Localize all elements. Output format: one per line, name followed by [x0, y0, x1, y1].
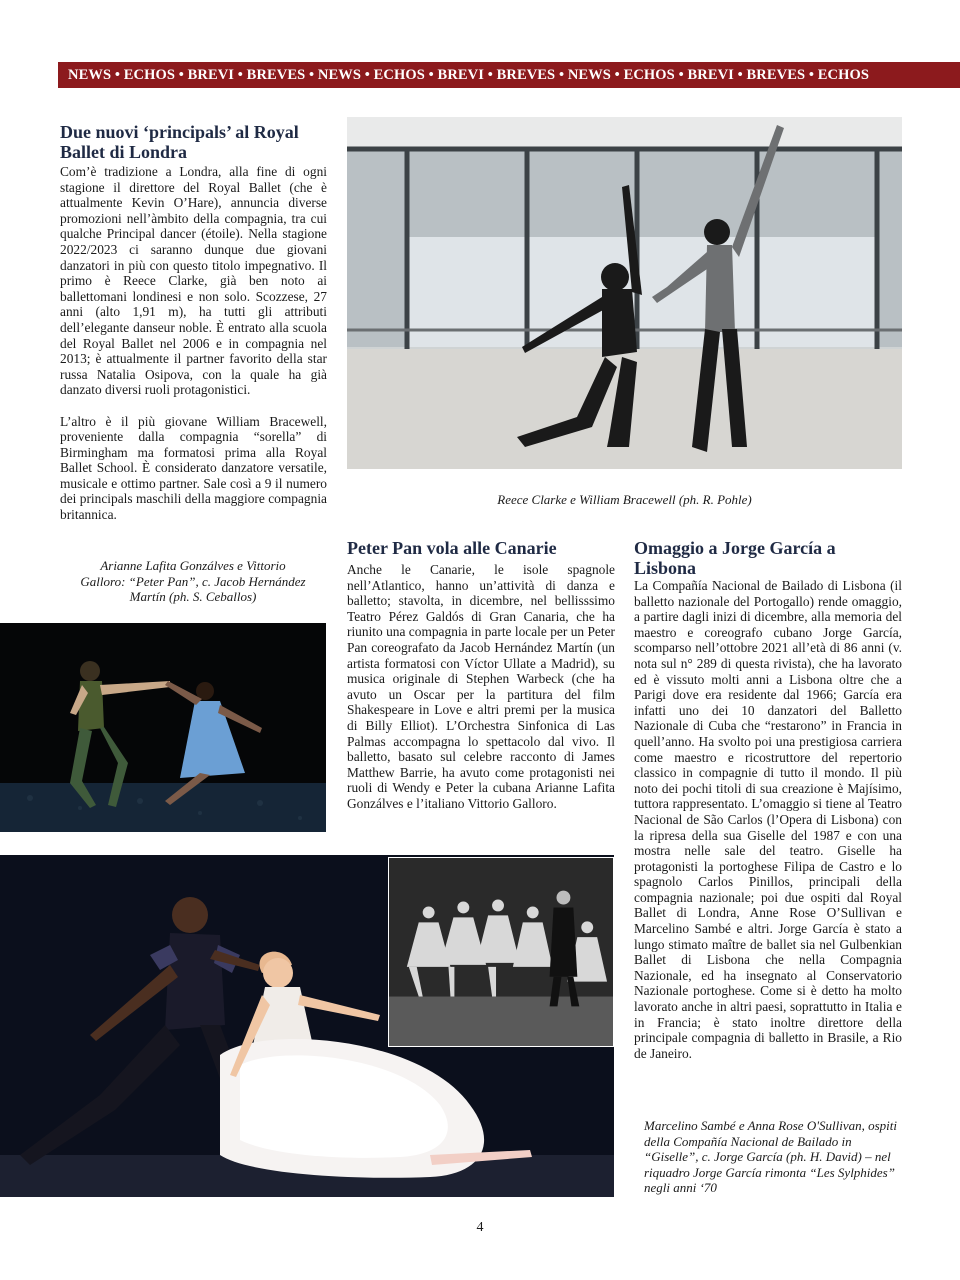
photo-clarke-bracewell	[347, 117, 902, 469]
article-title-peter-pan: Peter Pan vola alle Canarie	[347, 538, 557, 558]
caption-clarke-bracewell: Reece Clarke e William Bracewell (ph. R. Pohle)	[497, 492, 752, 507]
title-line-2: Ballet di Londra	[60, 142, 188, 162]
title-line-1: Omaggio a Jorge García a	[634, 538, 836, 558]
photo-sylphides-inset	[388, 857, 614, 1047]
article-title-principals	[60, 122, 330, 162]
photo-peter-pan	[0, 623, 326, 832]
paragraph-peter-pan: Anche le Canarie, le isole spagnole nell’Atlantico, hanno un’attività di danza e balletto; stavolta, in dicembre, nel bellisssimo Teatro Pérez Galdós di Gran Canaria, che ha riunito una compagnia in parte locale per un Peter Pan coreografato da Jacob Hernández Martín (un artista formatosi con Víctor Ullate a Madrid), su musica originale di Stephen Warbeck (che ha avuto un Oscar per la partitura del film Shakespeare in Love e altri premi per la musica di Billy Elliot). L’Orchestra Sinfonica di Las Palmas accompagna lo spettacolo dal vivo. Il balletto, basato sul celebre racconto di James Matthew Barrie, ha avuto come protagonisti nei ruoli di Wendy e Peter la cubana Arianne Lafita Gonzálves e l’italiano Vittorio Galloro.	[347, 562, 615, 811]
paragraph-jorge-garcia: La Compañía Nacional de Bailado di Lisbona (il balletto nazionale del Portogallo) rende omaggio, a partire dagli inizi di dicembre, alla memoria del maestro e coreografo cubano Jorge García, scomparso nell’ottobre 2021 all’età di 86 anni (v. nota sul n° 289 di questa rivista), che ha lavorato ed è vissuto molti anni a Lisbona oltre che a Parigi dove era residente dal 1966; García era infatti uno dei 10 danzatori del Balletto Nazionale di Cuba che “restarono” in Francia in quell’anno. Ha svolto poi una prestigiosa carriera come maestro e ricostruttore del repertorio classico in compagnie di tutto il mondo. Il più noto dei pochi titoli di sua creazione è Majísimo, tuttora rappresentato. L’omaggio si tiene al Teatro Nacional de São Carlos (l’Opera di Lisbona) con la ripresa della sua Giselle del 1987 e con una mostra nelle sale del teatro. Giselle ha protagonisti la portoghese Filipa de Castro e lo spagnolo Carlos Pinillos, principali della compagnia nazionale; poi due ospiti dal Royal Ballet di Londra, Anne Rose O’Sullivan e Marcelino Sambé e altri. Jorge García è stato a lungo stimato maître de ballet sia nel Gulbenkian Ballet di Lisbona che nella Compagnia Nazionale, ed ha insegnato al Conservatorio Nazionale portoghese. Come si è detto ha molto lavorato anche in altri paesi, soprattutto in Italia e in Francia; è stato inoltre direttore della principale compagnia di balletto in Brasile, a Rio de Janeiro.	[634, 578, 902, 1061]
section-banner: NEWS • ECHOS • BREVI • BREVES • NEWS • ECHOS • BREVI • BREVES • NEWS • ECHOS • BREVI • BREVES • ECHOS	[58, 62, 960, 88]
article-body-jorge-garcia	[634, 578, 902, 1061]
caption-peter-pan: Arianne Lafita Gonzálves e Vittorio Galloro: “Peter Pan”, c. Jacob Hernández Martín (ph. S. Ceballos)	[80, 558, 306, 604]
article-body-peter-pan	[347, 562, 615, 812]
paragraph-2: L’altro è il più giovane William Bracewell, proveniente dalla compagnia “sorella” di Birmingham ma formatosi prima alla Royal Ballet School. È considerato danzatore versatile, musicale e ottimo partner. Sale così a 9 il numero dei principals maschili della maggiore compagnia britannica.	[60, 413, 327, 523]
paragraph-1: Com’è tradizione a Londra, alla fine di ogni stagione il direttore del Royal Ballet (che è attualmente Kevin O’Hare), annuncia diverse promozioni nell’àmbito della compagnia, tra cui qualche Principal dancer (étoile). Nella stagione 2022/2023 ci saranno dunque due giovani danzatori in più con questo titolo impegnativo. Il primo è Reece Clarke, già ben noto ai ballettomani londinesi e non solo. Scozzese, 27 anni (alto 1,91 m), ha tutti gli attributi dell’elegante danseur noble. È entrato alla scuola del Royal Ballet nel 2006 e in compagnia nel 2013; è attualmente il partner favorito della star russa Natalia Osipova, con la quale ha già danzato diversi ruoli protagonistici.	[60, 164, 327, 398]
caption-giselle: Marcelino Sambé e Anna Rose O'Sullivan, ospiti della Compañía Nacional de Bailado in “Giselle”, c. Jorge García (ph. H. David) – nel riquadro Jorge García rimonta “Les Sylphides” negli anni ‘70	[644, 1118, 897, 1195]
article-title-jorge-garcia	[634, 538, 904, 578]
title-line-2: Lisbona	[634, 558, 697, 578]
article-body-principals	[60, 164, 327, 523]
page-number: 4	[476, 1220, 484, 1235]
title-line-1: Due nuovi ‘principals’ al Royal	[60, 122, 299, 142]
